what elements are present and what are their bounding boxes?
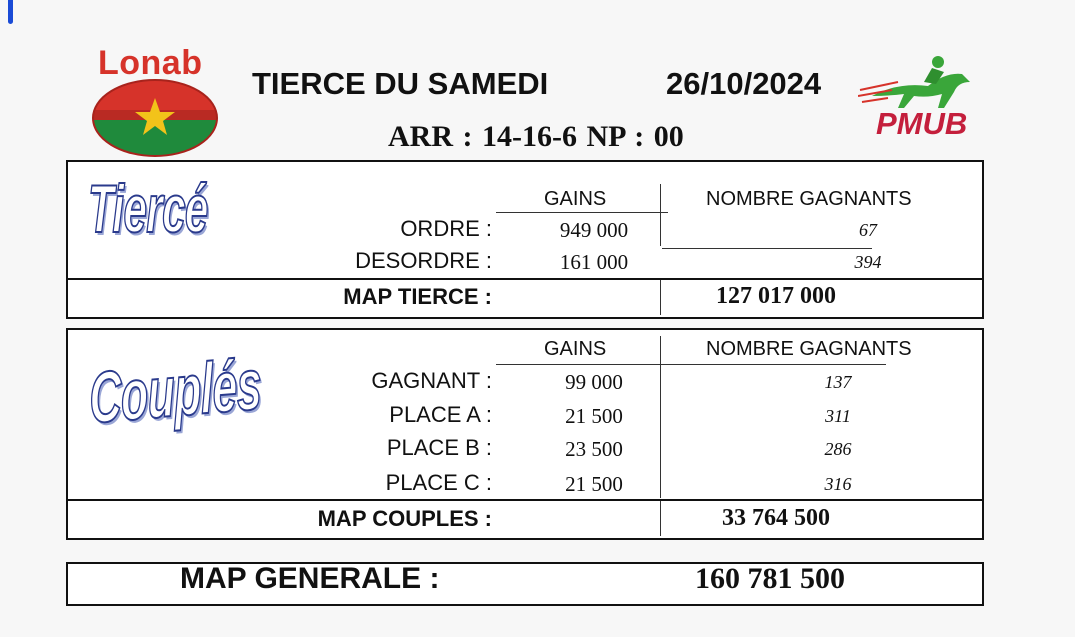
row-label-place-c: PLACE C : [385, 470, 492, 495]
row-label-gagnant: GAGNANT : [371, 368, 492, 393]
row-label-place-a: PLACE A : [389, 402, 492, 427]
gains-header: GAINS [544, 188, 607, 210]
count-ordre: 67 [859, 220, 877, 240]
lonab-logo [88, 44, 224, 156]
count-desordre: 394 [854, 252, 882, 272]
header-underline [662, 364, 886, 365]
divider [68, 278, 982, 280]
row-label-desordre: DESORDRE : [355, 248, 492, 273]
pmub-logo-text: PMUB [876, 106, 968, 141]
count-gagnant: 137 [824, 372, 852, 392]
race-date: 26/10/2024 [666, 66, 822, 101]
count-place-a: 311 [825, 406, 851, 426]
tierce-heading: Tiercé [88, 171, 208, 247]
map-generale-label: MAP GENERALE : [180, 562, 440, 595]
edge-marker [8, 0, 13, 24]
page-title: TIERCE DU SAMEDI [252, 66, 549, 101]
lonab-logo-text: Lonab [98, 44, 203, 82]
pmub-logo [858, 52, 980, 148]
arrival-order: ARR : 14-16-6 NP : 00 [388, 120, 684, 153]
map-generale-value: 160 781 500 [695, 562, 845, 595]
gain-gagnant: 99 000 [565, 370, 623, 394]
gain-desordre: 161 000 [559, 250, 629, 274]
map-tierce-value: 127 017 000 [716, 283, 836, 309]
gains-header: GAINS [544, 338, 607, 360]
map-tierce-label: MAP TIERCE : [343, 284, 492, 309]
row-label-ordre: ORDRE : [400, 216, 492, 241]
gain-place-b: 23 500 [565, 437, 623, 461]
gain-ordre: 949 000 [559, 218, 629, 242]
count-place-c: 316 [824, 474, 852, 494]
horse-rider-icon [858, 52, 980, 112]
map-couples-value: 33 764 500 [722, 505, 830, 531]
lonab-ball-icon [90, 76, 220, 158]
winners-header: NOMBRE GAGNANTS [706, 338, 912, 360]
header-underline [496, 212, 668, 213]
winners-header: NOMBRE GAGNANTS [706, 188, 912, 210]
gain-place-c: 21 500 [565, 472, 623, 496]
couples-heading: Couplés [88, 344, 263, 439]
map-couples-label: MAP COUPLES : [317, 506, 492, 531]
divider [68, 499, 982, 501]
row-label-place-b: PLACE B : [386, 435, 492, 460]
row-underline [662, 248, 872, 249]
count-place-b: 286 [824, 439, 852, 459]
gain-place-a: 21 500 [565, 404, 623, 428]
header-underline [496, 364, 668, 365]
